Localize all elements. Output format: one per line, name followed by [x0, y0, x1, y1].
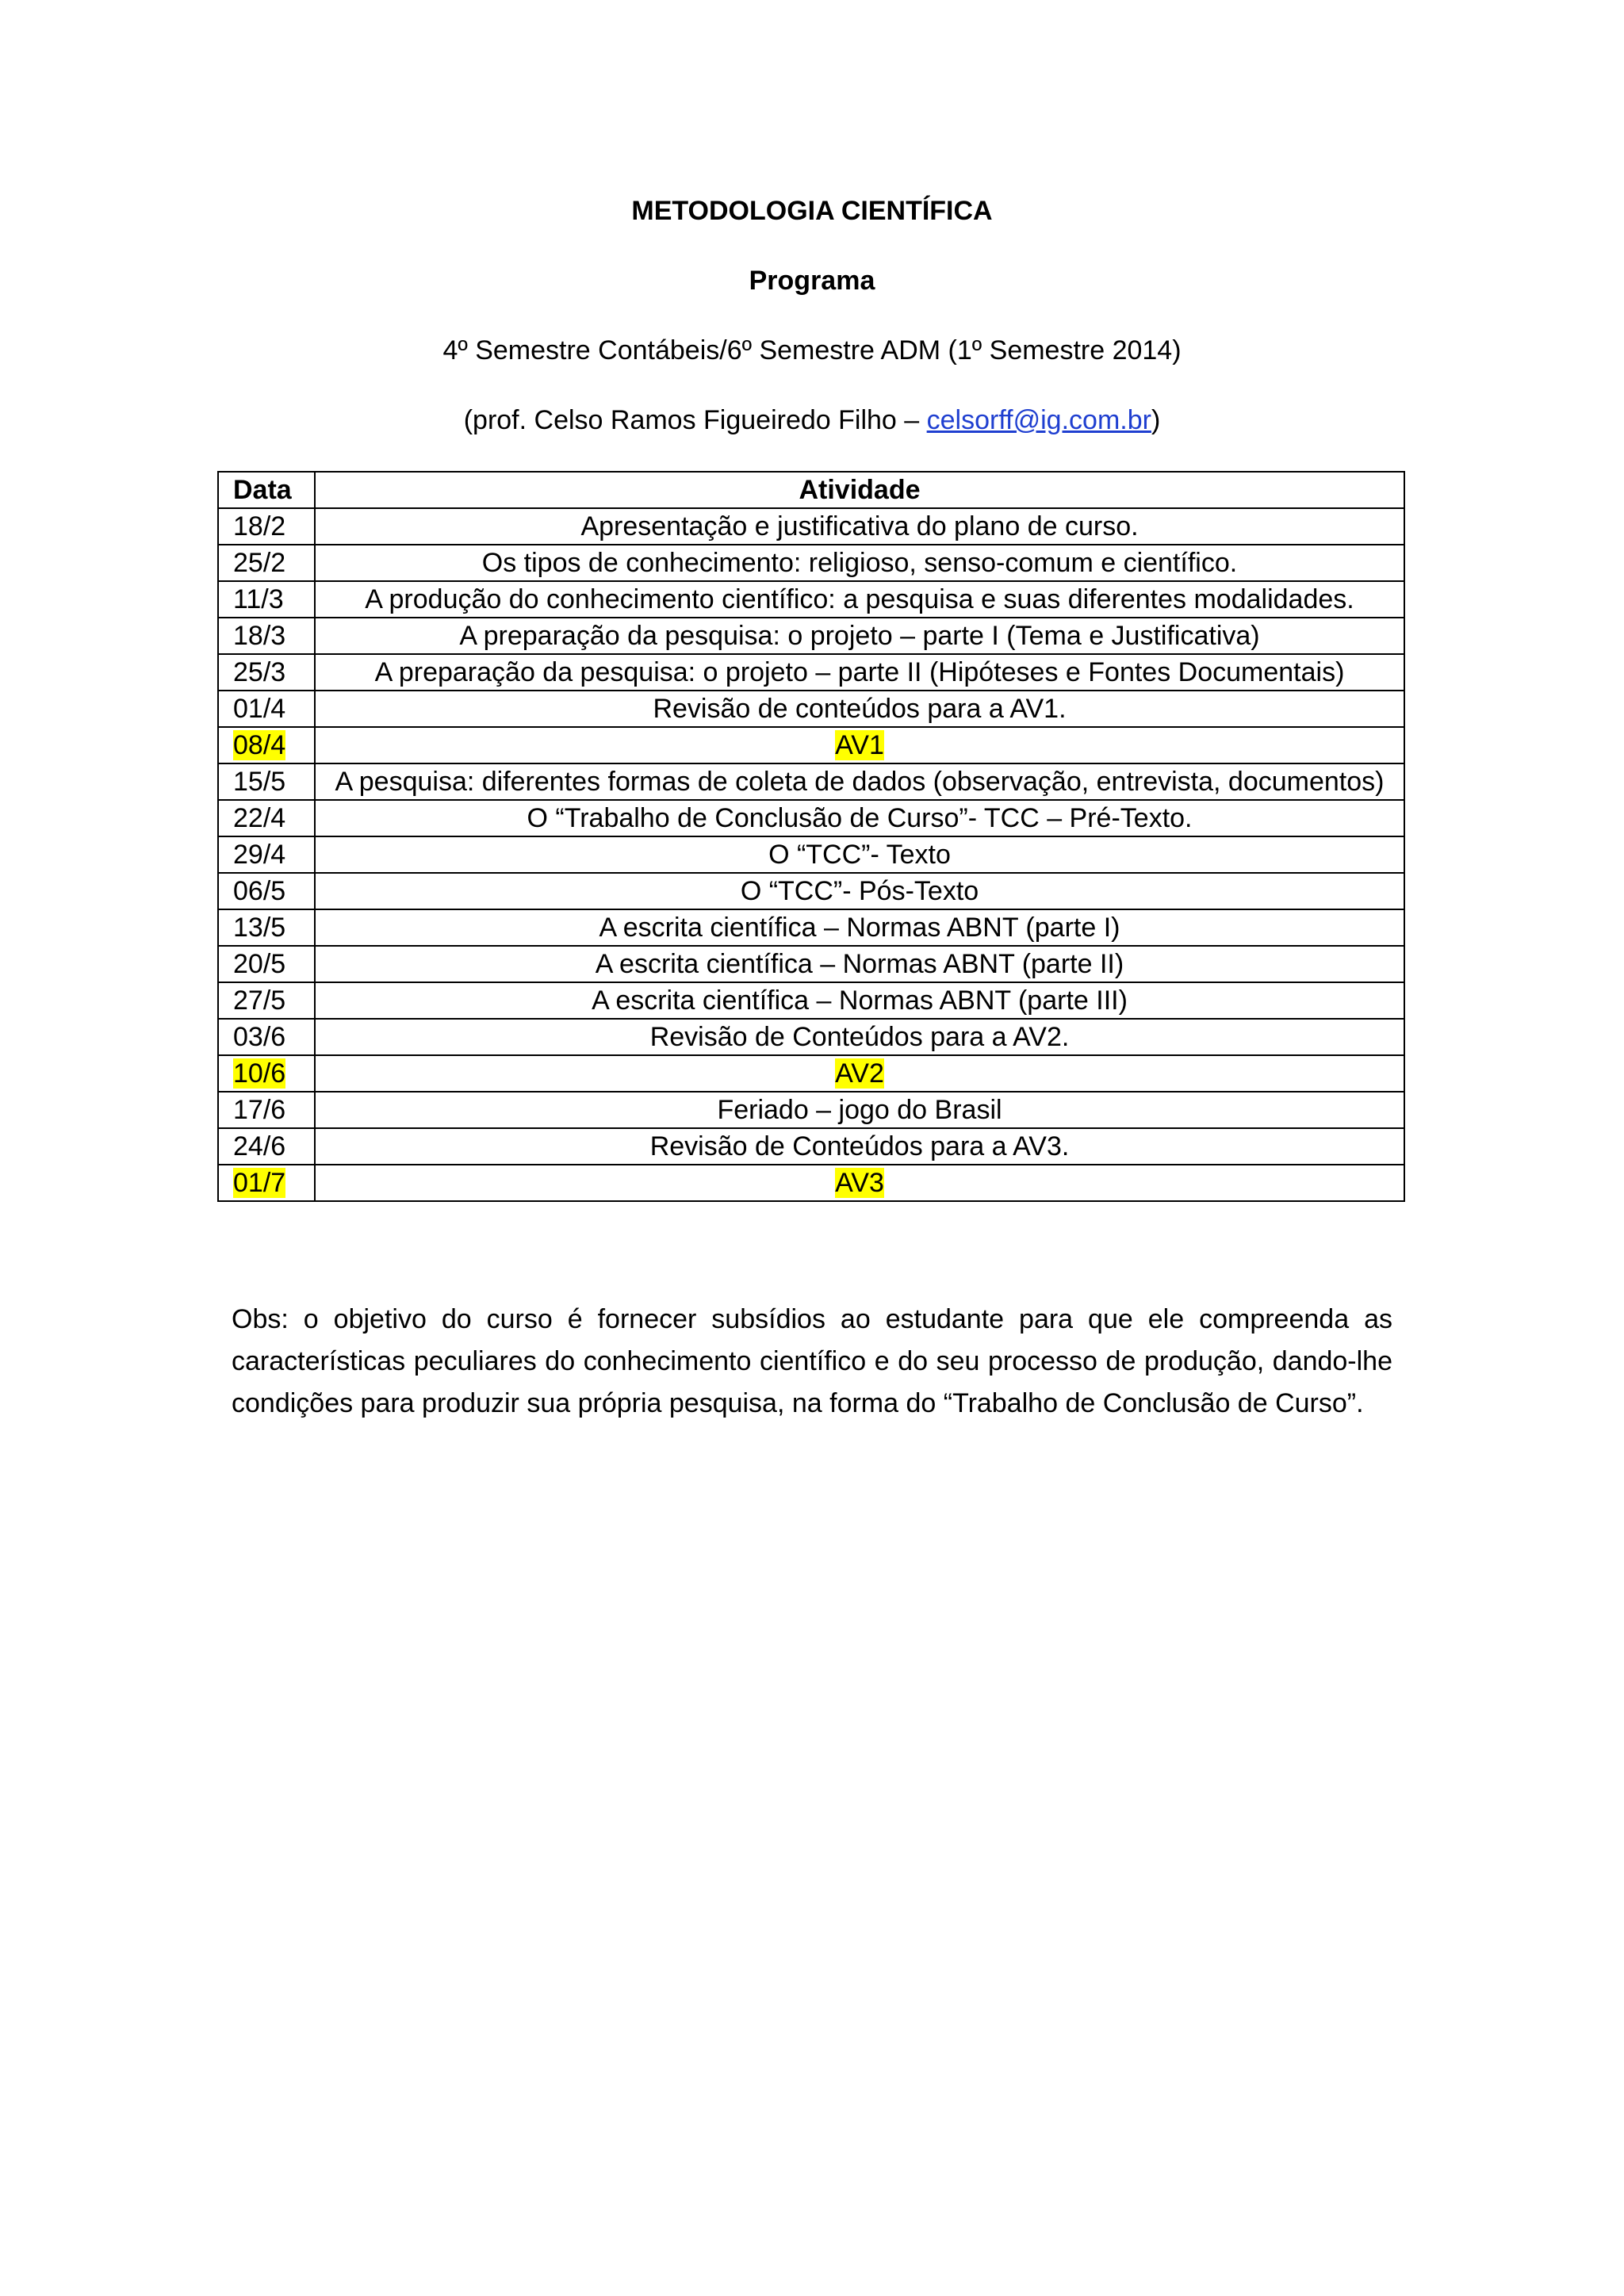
activity-text: Revisão de Conteúdos para a AV2. [649, 1022, 1070, 1052]
professor-prefix: (prof. Celso Ramos Figueiredo Filho – [463, 405, 927, 435]
activity-text: O “TCC”- Texto [768, 840, 951, 870]
professor-line [0, 404, 1624, 436]
table-row [218, 946, 1404, 982]
activity-text: AV2 [835, 1058, 884, 1089]
activity-text: AV3 [835, 1168, 884, 1198]
date-cell [218, 1165, 315, 1201]
date-cell [218, 545, 315, 581]
activity-cell [315, 800, 1404, 836]
course-observation: Obs: o objetivo do curso é fornecer subsídios ao estudante para que ele compreenda as características peculiares do conhecimento científico e do seu processo de produção, dando-lhe condições para produzir sua própria pesquisa, na forma do “Trabalho de Conclusão de Curso”. [232, 1304, 1392, 1418]
date-text: 27/5 [233, 985, 286, 1016]
date-text: 01/4 [233, 694, 286, 724]
table-row [218, 1128, 1404, 1165]
date-text: 10/6 [233, 1058, 286, 1089]
date-text: 18/2 [233, 511, 286, 541]
table-row [218, 1165, 1404, 1201]
activity-cell [315, 946, 1404, 982]
activity-cell [315, 545, 1404, 581]
activity-cell [315, 1128, 1404, 1165]
activity-text: AV1 [835, 730, 884, 760]
activity-text: A preparação da pesquisa: o projeto – parte I (Tema e Justificativa) [459, 621, 1260, 651]
activity-cell [315, 1055, 1404, 1092]
activity-text: A escrita científica – Normas ABNT (parte III) [592, 985, 1128, 1016]
date-text: 20/5 [233, 949, 286, 979]
table-header-row [218, 472, 1404, 508]
activity-cell [315, 581, 1404, 618]
table-row [218, 618, 1404, 654]
schedule-table [217, 471, 1405, 1202]
date-cell [218, 946, 315, 982]
date-text: 24/6 [233, 1131, 286, 1161]
table-row [218, 909, 1404, 946]
table-row [218, 836, 1404, 873]
activity-text: O “Trabalho de Conclusão de Curso”- TCC – Pré-Texto. [527, 803, 1193, 833]
table-row [218, 691, 1404, 727]
date-cell [218, 909, 315, 946]
date-cell [218, 691, 315, 727]
date-cell [218, 654, 315, 691]
activity-cell [315, 654, 1404, 691]
activity-cell [315, 727, 1404, 763]
semester-line: 4º Semestre Contábeis/6º Semestre ADM (1º Semestre 2014) [442, 335, 1182, 365]
activity-text: A produção do conhecimento científico: a pesquisa e suas diferentes modalidades. [365, 584, 1354, 614]
date-text: 08/4 [233, 730, 286, 760]
date-text: 06/5 [233, 876, 286, 906]
date-text: 22/4 [233, 803, 286, 833]
table-row [218, 800, 1404, 836]
date-column-header: Data [218, 472, 315, 508]
activity-cell [315, 618, 1404, 654]
table-row [218, 654, 1404, 691]
activity-cell [315, 873, 1404, 909]
activity-text: Revisão de Conteúdos para a AV3. [649, 1131, 1070, 1161]
activity-column-header: Atividade [315, 472, 1404, 508]
date-cell [218, 1019, 315, 1055]
date-cell [218, 727, 315, 763]
activity-cell [315, 691, 1404, 727]
table-row [218, 1019, 1404, 1055]
activity-text: A escrita científica – Normas ABNT (parte II) [595, 949, 1124, 979]
activity-text: A escrita científica – Normas ABNT (parte I) [599, 913, 1120, 943]
date-cell [218, 1055, 315, 1092]
table-row [218, 873, 1404, 909]
activity-cell [315, 763, 1404, 800]
activity-cell [315, 1165, 1404, 1201]
activity-text: A preparação da pesquisa: o projeto – parte II (Hipóteses e Fontes Documentais) [374, 657, 1345, 687]
activity-cell [315, 836, 1404, 873]
activity-cell [315, 1019, 1404, 1055]
date-cell [218, 508, 315, 545]
table-row [218, 545, 1404, 581]
activity-cell [315, 1092, 1404, 1128]
activity-cell [315, 508, 1404, 545]
date-text: 03/6 [233, 1022, 286, 1052]
date-text: 11/3 [233, 584, 284, 614]
date-text: 17/6 [233, 1095, 286, 1125]
table-row [218, 1092, 1404, 1128]
date-cell [218, 1092, 315, 1128]
activity-text: Feriado – jogo do Brasil [717, 1095, 1002, 1125]
activity-text: Os tipos de conhecimento: religioso, senso-comum e científico. [481, 548, 1238, 578]
date-text: 15/5 [233, 767, 286, 797]
table-row [218, 1055, 1404, 1092]
date-cell [218, 1128, 315, 1165]
document-title: METODOLOGIA CIENTÍFICA [631, 196, 993, 226]
date-text: 13/5 [233, 913, 286, 943]
table-row [218, 982, 1404, 1019]
activity-cell [315, 909, 1404, 946]
activity-text: A pesquisa: diferentes formas de coleta de dados (observação, entrevista, documentos) [335, 767, 1385, 797]
table-row [218, 581, 1404, 618]
date-cell [218, 800, 315, 836]
table-row [218, 727, 1404, 763]
date-cell [218, 873, 315, 909]
table-row [218, 508, 1404, 545]
date-cell [218, 763, 315, 800]
date-cell [218, 982, 315, 1019]
date-text: 29/4 [233, 840, 286, 870]
table-row [218, 763, 1404, 800]
professor-suffix: ) [1151, 405, 1161, 435]
schedule-table-body [218, 508, 1404, 1201]
date-text: 01/7 [233, 1168, 286, 1198]
date-cell [218, 618, 315, 654]
activity-cell [315, 982, 1404, 1019]
date-text: 18/3 [233, 621, 286, 651]
activity-text: Apresentação e justificativa do plano de curso. [580, 511, 1139, 541]
activity-text: Revisão de conteúdos para a AV1. [653, 694, 1067, 724]
date-text: 25/3 [233, 657, 286, 687]
activity-text: O “TCC”- Pós-Texto [740, 876, 979, 906]
document-subtitle: Programa [749, 266, 875, 296]
professor-email-link[interactable]: celsorff@ig.com.br [926, 405, 1151, 435]
date-cell [218, 836, 315, 873]
date-cell [218, 581, 315, 618]
date-text: 25/2 [233, 548, 286, 578]
